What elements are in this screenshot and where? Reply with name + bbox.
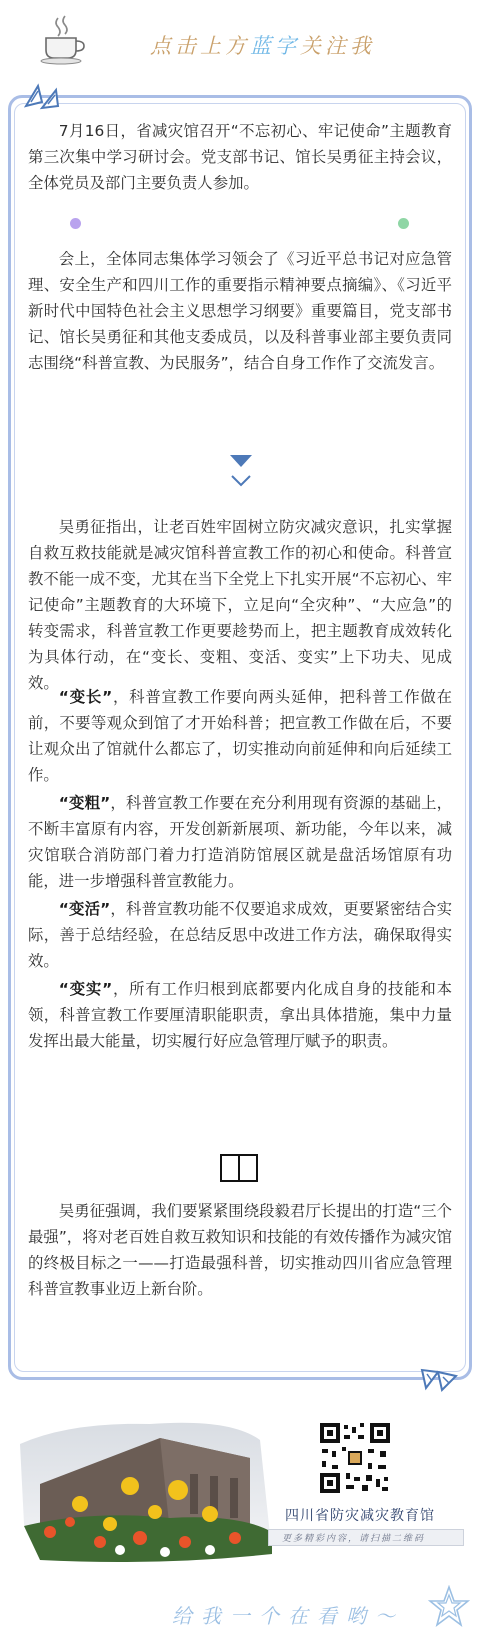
follow-prompt[interactable]: 点击上方蓝字关注我	[150, 34, 375, 58]
coffee-cup-icon	[38, 14, 90, 66]
star-doodle-icon	[428, 1585, 470, 1629]
keyword-biancu: “变粗”	[58, 794, 111, 812]
header	[0, 0, 480, 90]
paragraph-meeting: 会上，全体同志集体学习领会了《习近平总书记对应急管理、安全生产和四川工作的重要指示精神要点摘编》、《习近平新时代中国特色社会主义思想学习纲要》重要篇目，党支部书记、馆长吴勇征和其他支委成员，以及科普事业部主要负责同志围绕“科普宣教、为民服务”，结合自身工作作了交流发言。	[28, 250, 452, 372]
qr-code-image[interactable]	[318, 1421, 392, 1495]
paragraph-biancu: “变粗”，科普宣教工作要在充分利用现有资源的基础上，不断丰富原有内容，开发创新新展项、新功能，今年以来，减灾馆联合消防部门着力打造消防馆展区就是盘活场馆原有功能，进一步增强科普宣教能力。	[28, 794, 452, 890]
keyword-bianhuo: “变活”	[58, 900, 111, 918]
flag-corner-decoration-icon	[418, 1366, 458, 1394]
double-box-divider-icon	[220, 1154, 258, 1182]
scan-qr-subtitle: 更多精彩内容，请扫描二维码	[282, 1534, 426, 1544]
down-triangle-icon	[230, 455, 252, 467]
paragraph-bianshi: “变实”，所有工作归根到底都要内化成自身的技能和本领，科普宣教工作要厘清职能职责，拿出具体措施，集中力量发挥出最大能量，切实履行好应急管理厅赋予的职责。	[28, 980, 452, 1050]
paragraph-bianchang: “变长”，科普宣教工作要向两头延伸，把科普工作做在前，不要等观众到馆了才开始科普；把宣教工作做在后，不要让观众出了馆就什么都忘了，切实推动向前延伸和向后延续工作。	[28, 688, 452, 784]
call-to-action-text[interactable]: 给我一个在看哟～	[172, 1604, 404, 1628]
keyword-bianshi: “变实”	[58, 980, 113, 998]
purple-dot-decoration	[70, 218, 81, 229]
paragraph-conclusion: 吴勇征强调，我们要紧紧围绕段毅君厅长提出的打造“三个最强”，将对老百姓自救互救知识和技能的有效传播作为减灾馆的终极目标之一——打造最强科普，切实推动四川省应急管理科普宣教事业迈上新台阶。	[28, 1202, 452, 1298]
paragraph-speech: 吴勇征指出，让老百姓牢固树立防灾减灾意识，扎实掌握自救互救技能就是减灾馆科普宣教工作的初心和使命。科普宣教不能一成不变，尤其在当下全党上下扎实开展“不忘初心、牢记使命”主题教育的大环境下，立足向“全灾种”、“大应急”的转变需求，科普宣教工作更要趁势而上，把主题教育成效转化为具体行动，在“变长、变粗、变活、变实”上下功夫、见成效。	[28, 518, 452, 692]
paragraph-intro: 7月16日，省减灾馆召开“不忘初心、牢记使命”主题教育第三次集中学习研讨会。党支部书记、馆长吴勇征主持会议，全体党员及部门主要负责人参加。	[28, 122, 452, 192]
institution-name: 四川省防灾减灾教育馆	[285, 1508, 435, 1524]
flag-corner-decoration-icon	[24, 82, 64, 110]
green-dot-decoration	[398, 218, 409, 229]
keyword-bianchang: “变长”	[58, 688, 113, 706]
chevron-down-icon	[230, 474, 252, 488]
blue-text-highlight: 蓝字	[250, 34, 300, 58]
paragraph-bianhuo: “变活”，科普宣教功能不仅要追求成效，更要紧密结合实际，善于总结经验，在总结反思中改进工作方法，确保取得实效。	[28, 900, 452, 970]
